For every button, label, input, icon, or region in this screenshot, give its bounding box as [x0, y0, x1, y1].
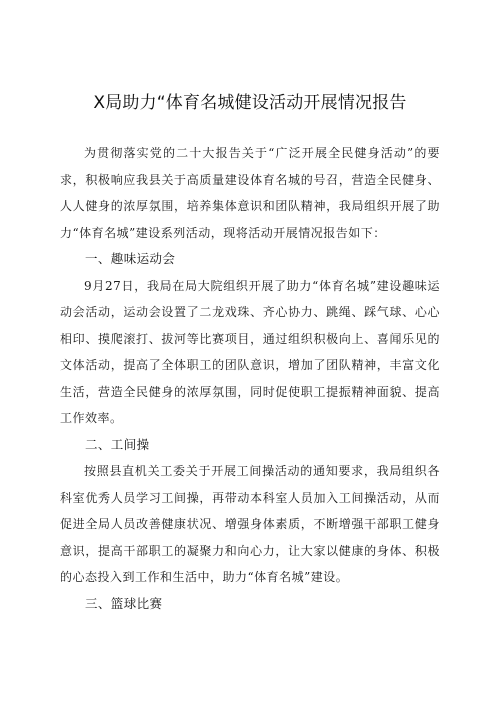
- section-heading-basketball: 三、篮球比赛: [85, 595, 163, 611]
- section-heading-work-exercise: 二、工间操: [85, 436, 150, 452]
- document-body: [60, 140, 440, 617]
- section-paragraph-work-exercise: 按照县直机关工委关于开展工间操活动的通知要求，我局组织各科室优秀人员学习工间操，再带动本科室人员加入工间操活动，从而促进全局人员改善健康状况、增强身体素质，不断增强干部职工健身意识，提高干部职工的凝聚力和向心力，让大家以健康的身体、积极的心态投入到工作和生活中，助力“体育名城”建设。: [60, 464, 440, 584]
- intro-paragraph: 为贯彻落实党的二十大报告关于“广泛开展全民健身活动”的要求，积极响应我县关于高质量建设体育名城的号召，营造全民健身、人人健身的浓厚氛围，培养集体意识和团队精神，我局组织开展了助力“体育名城”建设系列活动，现将活动开展情况报告如下：: [60, 146, 440, 240]
- section-heading-fun-games: 一、趣味运动会: [85, 251, 176, 266]
- section-paragraph-fun-games: 9月27日，我局在局大院组织开展了助力“体育名城”建设趣味运动会活动，运动会设置了二龙戏珠、齐心协力、跳绳、踩气球、心心相印、摸爬滚打、拔河等比赛项目，通过组织积极向上、喜闻乐见的文体活动，提高了全体职工的团队意识，增加了团队精神，丰富文化生活，营造全民健身的浓厚氛围，同时促使职工提振精神面貌、提高工作效率。: [60, 278, 440, 425]
- document-title: X局助力“体育名城健设活动开展情况报告: [93, 93, 407, 113]
